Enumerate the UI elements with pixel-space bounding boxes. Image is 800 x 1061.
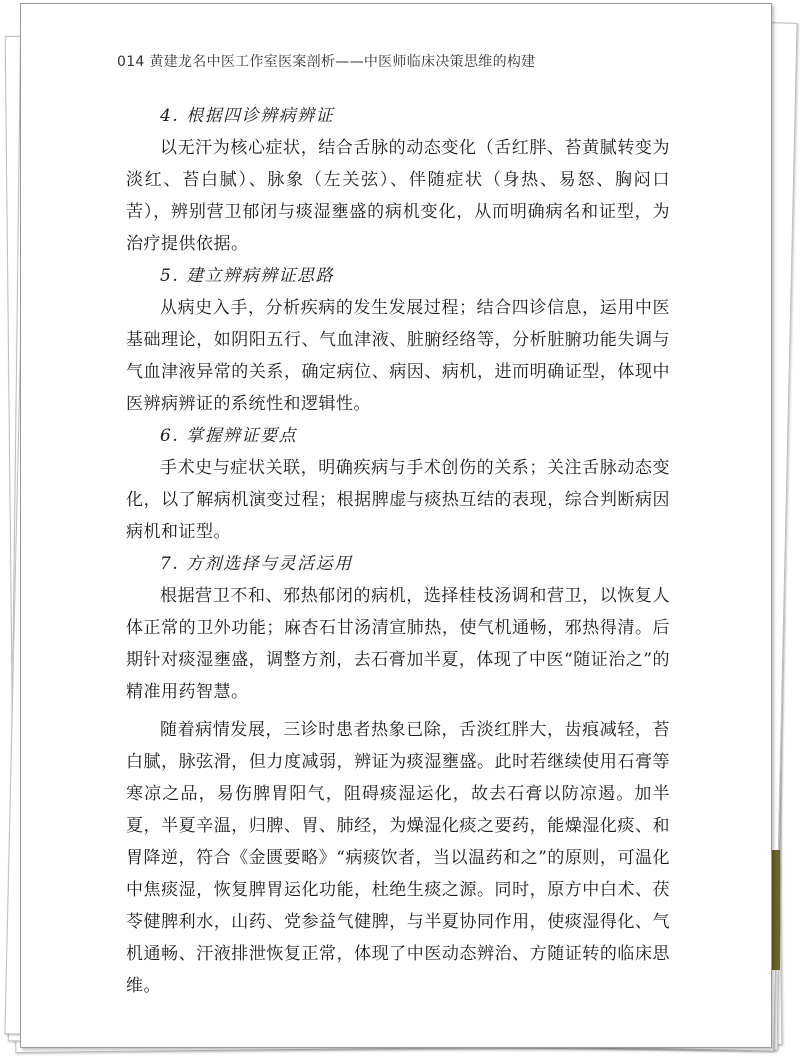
body-paragraph: 以无汗为核心症状，结合舌脉的动态变化（舌红胖、苔黄腻转变为淡红、苔白腻）、脉象（左关弦）、伴随症状（身热、易怒、胸闷口苦），辨别营卫郁闭与痰湿壅盛的病机变化，从而明确病名和证型，为治疗提供依据。 [126, 138, 670, 254]
running-head: 014 黄建龙名中医工作室医案剖析——中医师临床决策思维的构建 [117, 54, 536, 70]
section-heading: 7. 方剂选择与灵活运用 [160, 554, 353, 574]
cover-edge-strip [772, 850, 780, 970]
section-heading: 6. 掌握辨证要点 [160, 426, 298, 446]
section-heading: 5. 建立辨病辨证思路 [160, 266, 335, 286]
body-paragraph: 根据营卫不和、邪热郁闭的病机，选择桂枝汤调和营卫，以恢复人体正常的卫外功能；麻杏石甘汤清宣肺热，使气机通畅，邪热得清。后期针对痰湿壅盛，调整方剂，去石膏加半夏，体现了中医“随证治之”的精准用药智慧。 [126, 586, 670, 702]
section-heading: 4. 根据四诊辨病辨证 [160, 106, 335, 126]
body-paragraph: 手术史与症状关联，明确疾病与手术创伤的关系；关注舌脉动态变化，以了解病机演变过程；根据脾虚与痰热互结的表现，综合判断病因病机和证型。 [126, 458, 670, 542]
page-content [126, 100, 670, 1002]
body-paragraph: 从病史入手，分析疾病的发生发展过程；结合四诊信息，运用中医基础理论，如阴阳五行、气血津液、脏腑经络等，分析脏腑功能失调与气血津液异常的关系，确定病位、病因、病机，进而明确证型，体现中医辨病辨证的系统性和逻辑性。 [126, 298, 670, 414]
body-paragraph: 随着病情发展，三诊时患者热象已除，舌淡红胖大，齿痕减轻，苔白腻，脉弦滑，但力度减弱，辨证为痰湿壅盛。此时若继续使用石膏等寒凉之品，易伤脾胃阳气，阻碍痰湿运化，故去石膏以防凉遏。加半夏，半夏辛温，归脾、胃、肺经，为燥湿化痰之要药，能燥湿化痰、和胃降逆，符合《金匮要略》“病痰饮者，当以温药和之”的原则，可温化中焦痰湿，恢复脾胃运化功能，杜绝生痰之源。同时，原方中白术、茯苓健脾利水，山药、党参益气健脾，与半夏协同作用，使痰湿得化、气机通畅、汗液排泄恢复正常，体现了中医动态辨治、方随证转的临床思维。 [126, 720, 670, 996]
